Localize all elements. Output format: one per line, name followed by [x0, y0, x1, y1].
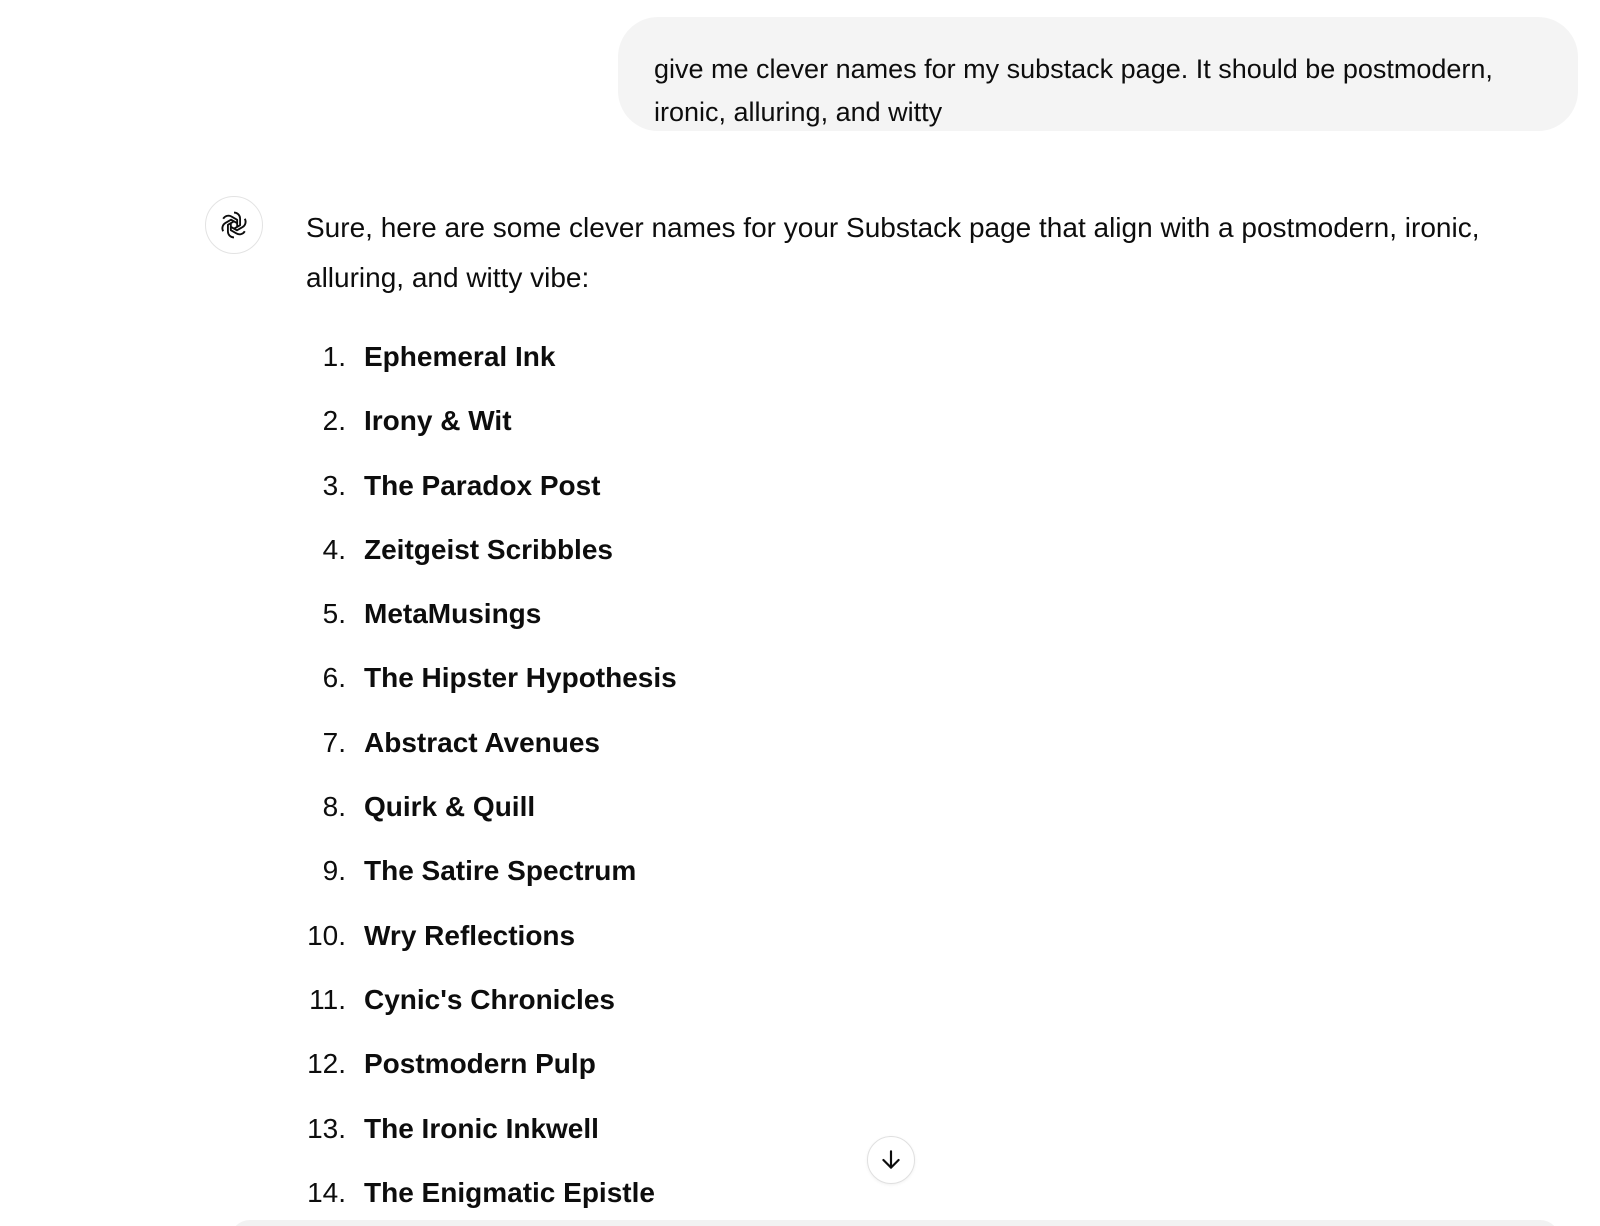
list-item-number: 7.	[322, 726, 346, 758]
list-item-number: 8.	[322, 791, 346, 823]
list-item-name: The Hipster Hypothesis	[364, 662, 677, 694]
user-message-bubble	[618, 17, 1578, 131]
list-item-number: 4.	[322, 533, 346, 565]
list-item-name: Cynic's Chronicles	[364, 983, 615, 1015]
list-item-name: The Enigmatic Epistle	[364, 1176, 655, 1208]
list-item-name: Wry Reflections	[364, 919, 576, 951]
list-item-number: 9.	[322, 855, 346, 887]
list-item-number: 2.	[322, 405, 346, 437]
list-item-name: MetaMusings	[364, 598, 542, 630]
list-item-name: The Satire Spectrum	[364, 855, 637, 887]
list-item-name: The Ironic Inkwell	[364, 1112, 599, 1144]
list-item-number: 3.	[322, 469, 346, 501]
list-item-number: 6.	[322, 662, 346, 694]
list-item-name: Postmodern Pulp	[364, 1048, 596, 1080]
list-item-name: Abstract Avenues	[364, 726, 601, 758]
list-item-number: 13.	[307, 1112, 346, 1144]
list-item-number: 5.	[322, 598, 346, 630]
list-item-number: 1.	[322, 341, 346, 372]
list-item-name: Quirk & Quill	[364, 791, 536, 823]
list-item-number: 11.	[309, 983, 346, 1015]
list-item-name: Ephemeral Ink	[364, 341, 556, 372]
list-item-number: 12.	[307, 1048, 346, 1080]
arrow-down-icon	[878, 1147, 904, 1173]
scroll-to-bottom-button[interactable]	[867, 1136, 915, 1184]
list-item-name: Zeitgeist Scribbles	[364, 533, 613, 565]
assistant-avatar	[205, 196, 263, 254]
message-composer[interactable]	[230, 1220, 1560, 1226]
list-item-number: 10.	[307, 919, 346, 951]
user-message-text: give me clever names for my substack page. It should be postmodern, ironic, alluring, and witty	[654, 54, 1493, 127]
list-item-name: Irony & Wit	[364, 405, 512, 437]
list-item-number: 14.	[307, 1176, 346, 1208]
list-item-name: The Paradox Post	[364, 469, 601, 501]
assistant-intro-text: Sure, here are some clever names for your Substack page that align with a postmodern, ironic, alluring, and witty vibe:	[306, 212, 1480, 293]
openai-logo-icon	[217, 208, 251, 242]
